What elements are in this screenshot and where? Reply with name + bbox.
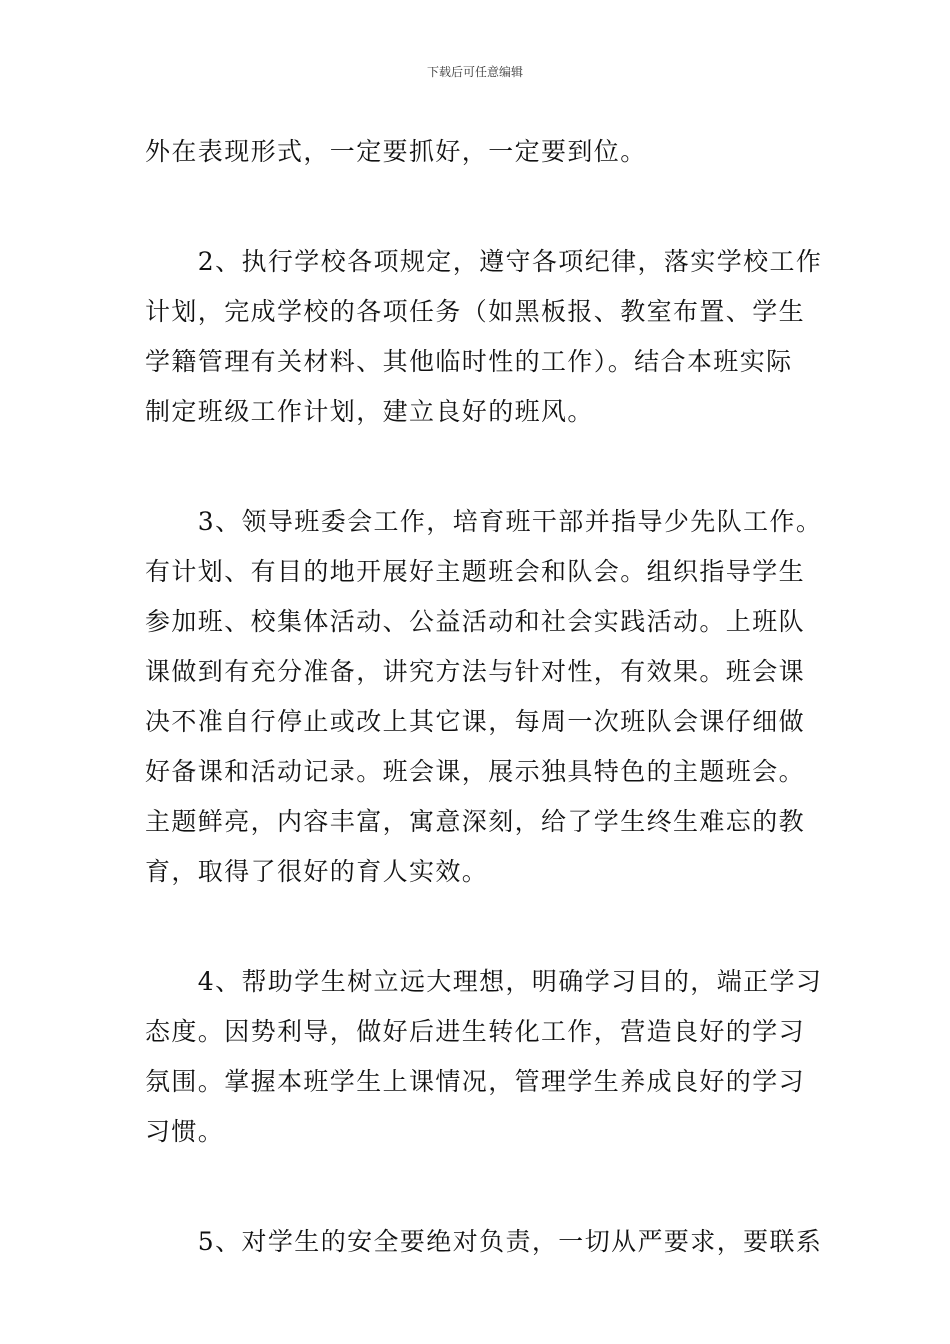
paragraph-4: [145, 957, 823, 1157]
text-line: 主题鲜亮，内容丰富，寓意深刻，给了学生终生难忘的教: [145, 807, 806, 836]
text-line: 2、执行学校各项规定，遵守各项纪律，落实学校工作: [145, 247, 823, 276]
text-line: 外在表现形式，一定要抓好，一定要到位。: [145, 137, 647, 166]
text-line: 4、帮助学生树立远大理想，明确学习目的，端正学习: [145, 967, 823, 996]
document-body: [145, 127, 823, 1267]
text-line: 习惯。: [145, 1117, 225, 1146]
text-line: 参加班、校集体活动、公益活动和社会实践活动。上班队: [145, 607, 806, 636]
page-header: 下载后可任意编辑: [426, 65, 523, 79]
paragraph-gap: [145, 437, 810, 497]
paragraph-5: [145, 1217, 823, 1267]
text-line: 态度。因势利导，做好后进生转化工作，营造良好的学习: [145, 1017, 806, 1046]
text-line: 5、对学生的安全要绝对负责，一切从严要求，要联系: [145, 1227, 823, 1256]
text-line: 制定班级工作计划，建立良好的班风。: [145, 397, 594, 426]
text-line: 学籍管理有关材料、其他临时性的工作）。结合本班实际: [145, 347, 793, 376]
paragraph-gap: [145, 177, 810, 237]
paragraph-gap: [145, 897, 810, 957]
text-line: 计划，完成学校的各项任务（如黑板报、教室布置、学生: [145, 297, 806, 326]
text-line: 好备课和活动记录。班会课，展示独具特色的主题班会。: [145, 757, 806, 786]
text-line: 氛围。掌握本班学生上课情况，管理学生养成良好的学习: [145, 1067, 806, 1096]
text-line: 课做到有充分准备，讲究方法与针对性，有效果。班会课: [145, 657, 806, 686]
paragraph-1: [145, 127, 810, 177]
text-line: 有计划、有目的地开展好主题班会和队会。组织指导学生: [145, 557, 806, 586]
paragraph-2: [145, 237, 823, 437]
paragraph-3: [145, 497, 823, 897]
paragraph-gap: [145, 1157, 810, 1217]
text-line: 育，取得了很好的育人实效。: [145, 857, 489, 886]
text-line: 3、领导班委会工作，培育班干部并指导少先队工作。: [145, 507, 823, 536]
text-line: 决不准自行停止或改上其它课，每周一次班队会课仔细做: [145, 707, 806, 736]
